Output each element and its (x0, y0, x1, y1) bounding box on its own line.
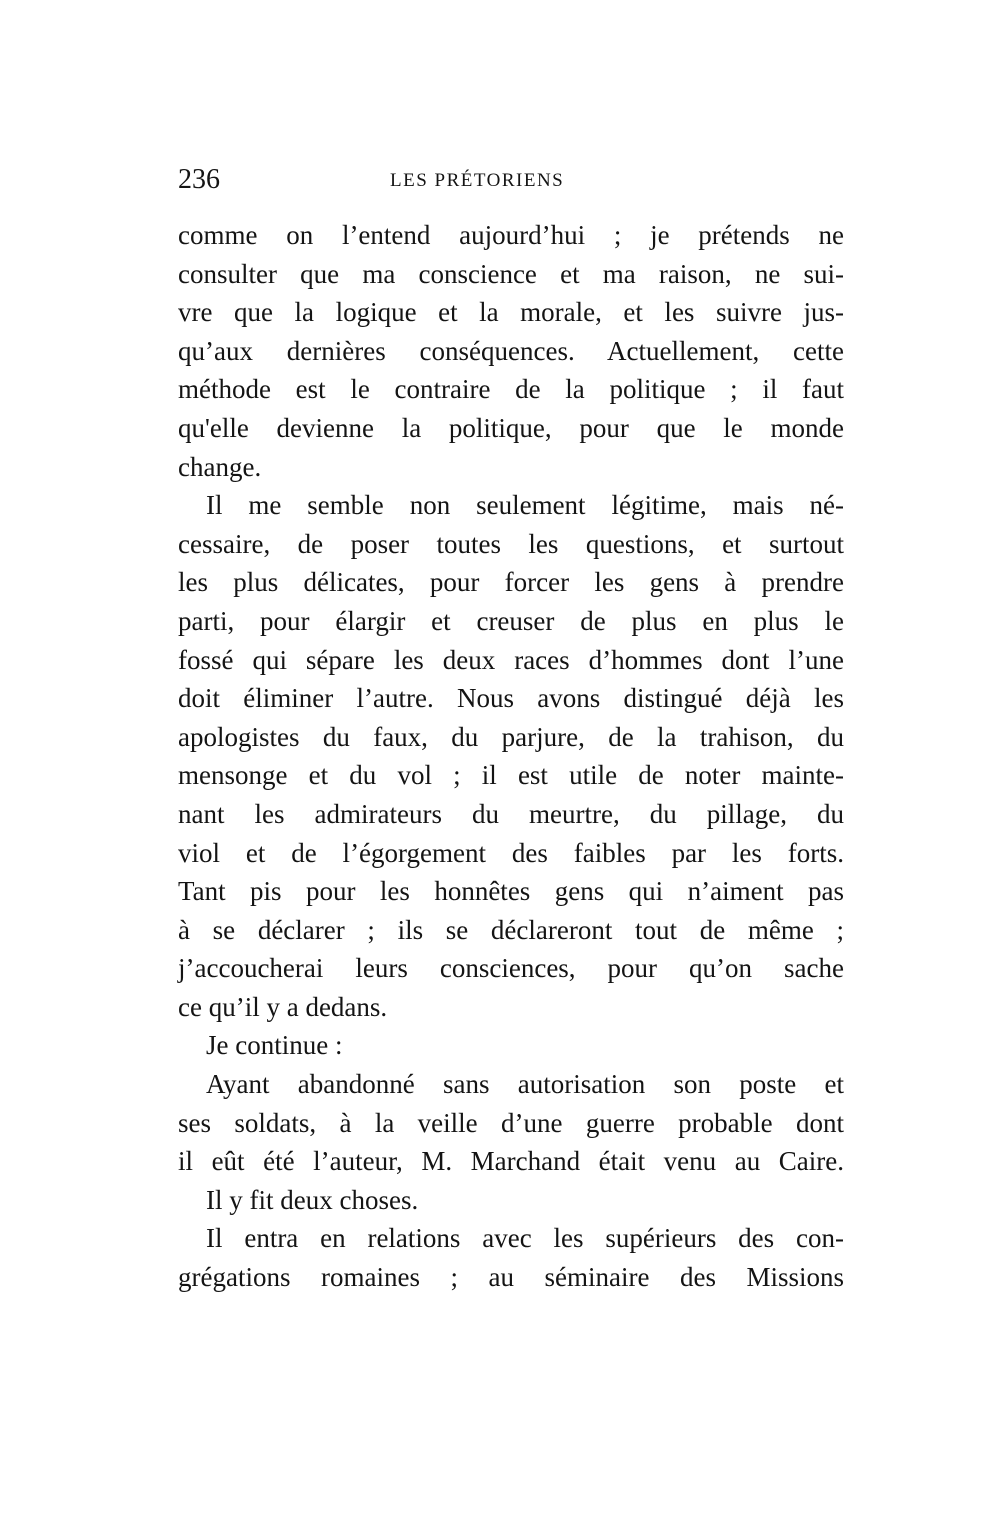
text-line: parti, pour élargir et creuser de plus en plus le (178, 605, 844, 636)
text-line: Il entra en relations avec les supérieurs des con- (206, 1223, 844, 1254)
text-line: à se déclarer ; ils se déclareront tout de même ; (178, 914, 844, 945)
text-line: consulter que ma conscience et ma raison, ne sui- (178, 258, 844, 289)
text-line: Ayant abandonné sans autorisation son poste et (206, 1069, 844, 1100)
text-line: viol et de l’égorgement des faibles par les forts. (178, 837, 844, 868)
text-line: Tant pis pour les honnêtes gens qui n’aiment pas (178, 876, 844, 907)
text-line: nant les admirateurs du meurtre, du pillage, du (178, 798, 844, 829)
text-line: change. (178, 451, 262, 482)
text-line: apologistes du faux, du parjure, de la trahison, du (178, 721, 844, 752)
text-line: doit éliminer l’autre. Nous avons distingué déjà les (178, 683, 844, 714)
text-line: Il y fit deux choses. (206, 1184, 419, 1215)
text-line: ce qu’il y a dedans. (178, 991, 388, 1022)
body-text (178, 216, 844, 1297)
text-line: qu’aux dernières conséquences. Actuellement, cette (178, 335, 844, 366)
text-line: qu'elle devienne la politique, pour que le monde (178, 412, 844, 443)
text-line: vre que la logique et la morale, et les suivre jus- (178, 297, 844, 328)
text-line: Il me semble non seulement légitime, mais né- (206, 490, 844, 521)
text-line: méthode est le contraire de la politique ; il faut (178, 374, 844, 405)
text-line: il eût été l’auteur, M. Marchand était venu au Caire. (178, 1146, 844, 1177)
text-line: Je continue : (206, 1030, 343, 1061)
text-line: comme on l’entend aujourd’hui ; je prétends ne (178, 220, 844, 250)
page-number: 236 (178, 164, 220, 195)
text-line: cessaire, de poser toutes les questions, et surtout (178, 528, 844, 559)
text-line: fossé qui sépare les deux races d’hommes dont l’une (178, 644, 844, 675)
text-line: les plus délicates, pour forcer les gens à prendre (178, 567, 844, 598)
running-title: LES PRÉTORIENS (390, 170, 565, 191)
text-line: mensonge et du vol ; il est utile de noter mainte- (178, 760, 844, 791)
running-head (178, 160, 844, 200)
text-line: j’accoucherai leurs consciences, pour qu’on sache (178, 953, 844, 984)
text-line: grégations romaines ; au séminaire des Missions (178, 1262, 844, 1293)
text-line: ses soldats, à la veille d’une guerre probable dont (178, 1107, 844, 1138)
